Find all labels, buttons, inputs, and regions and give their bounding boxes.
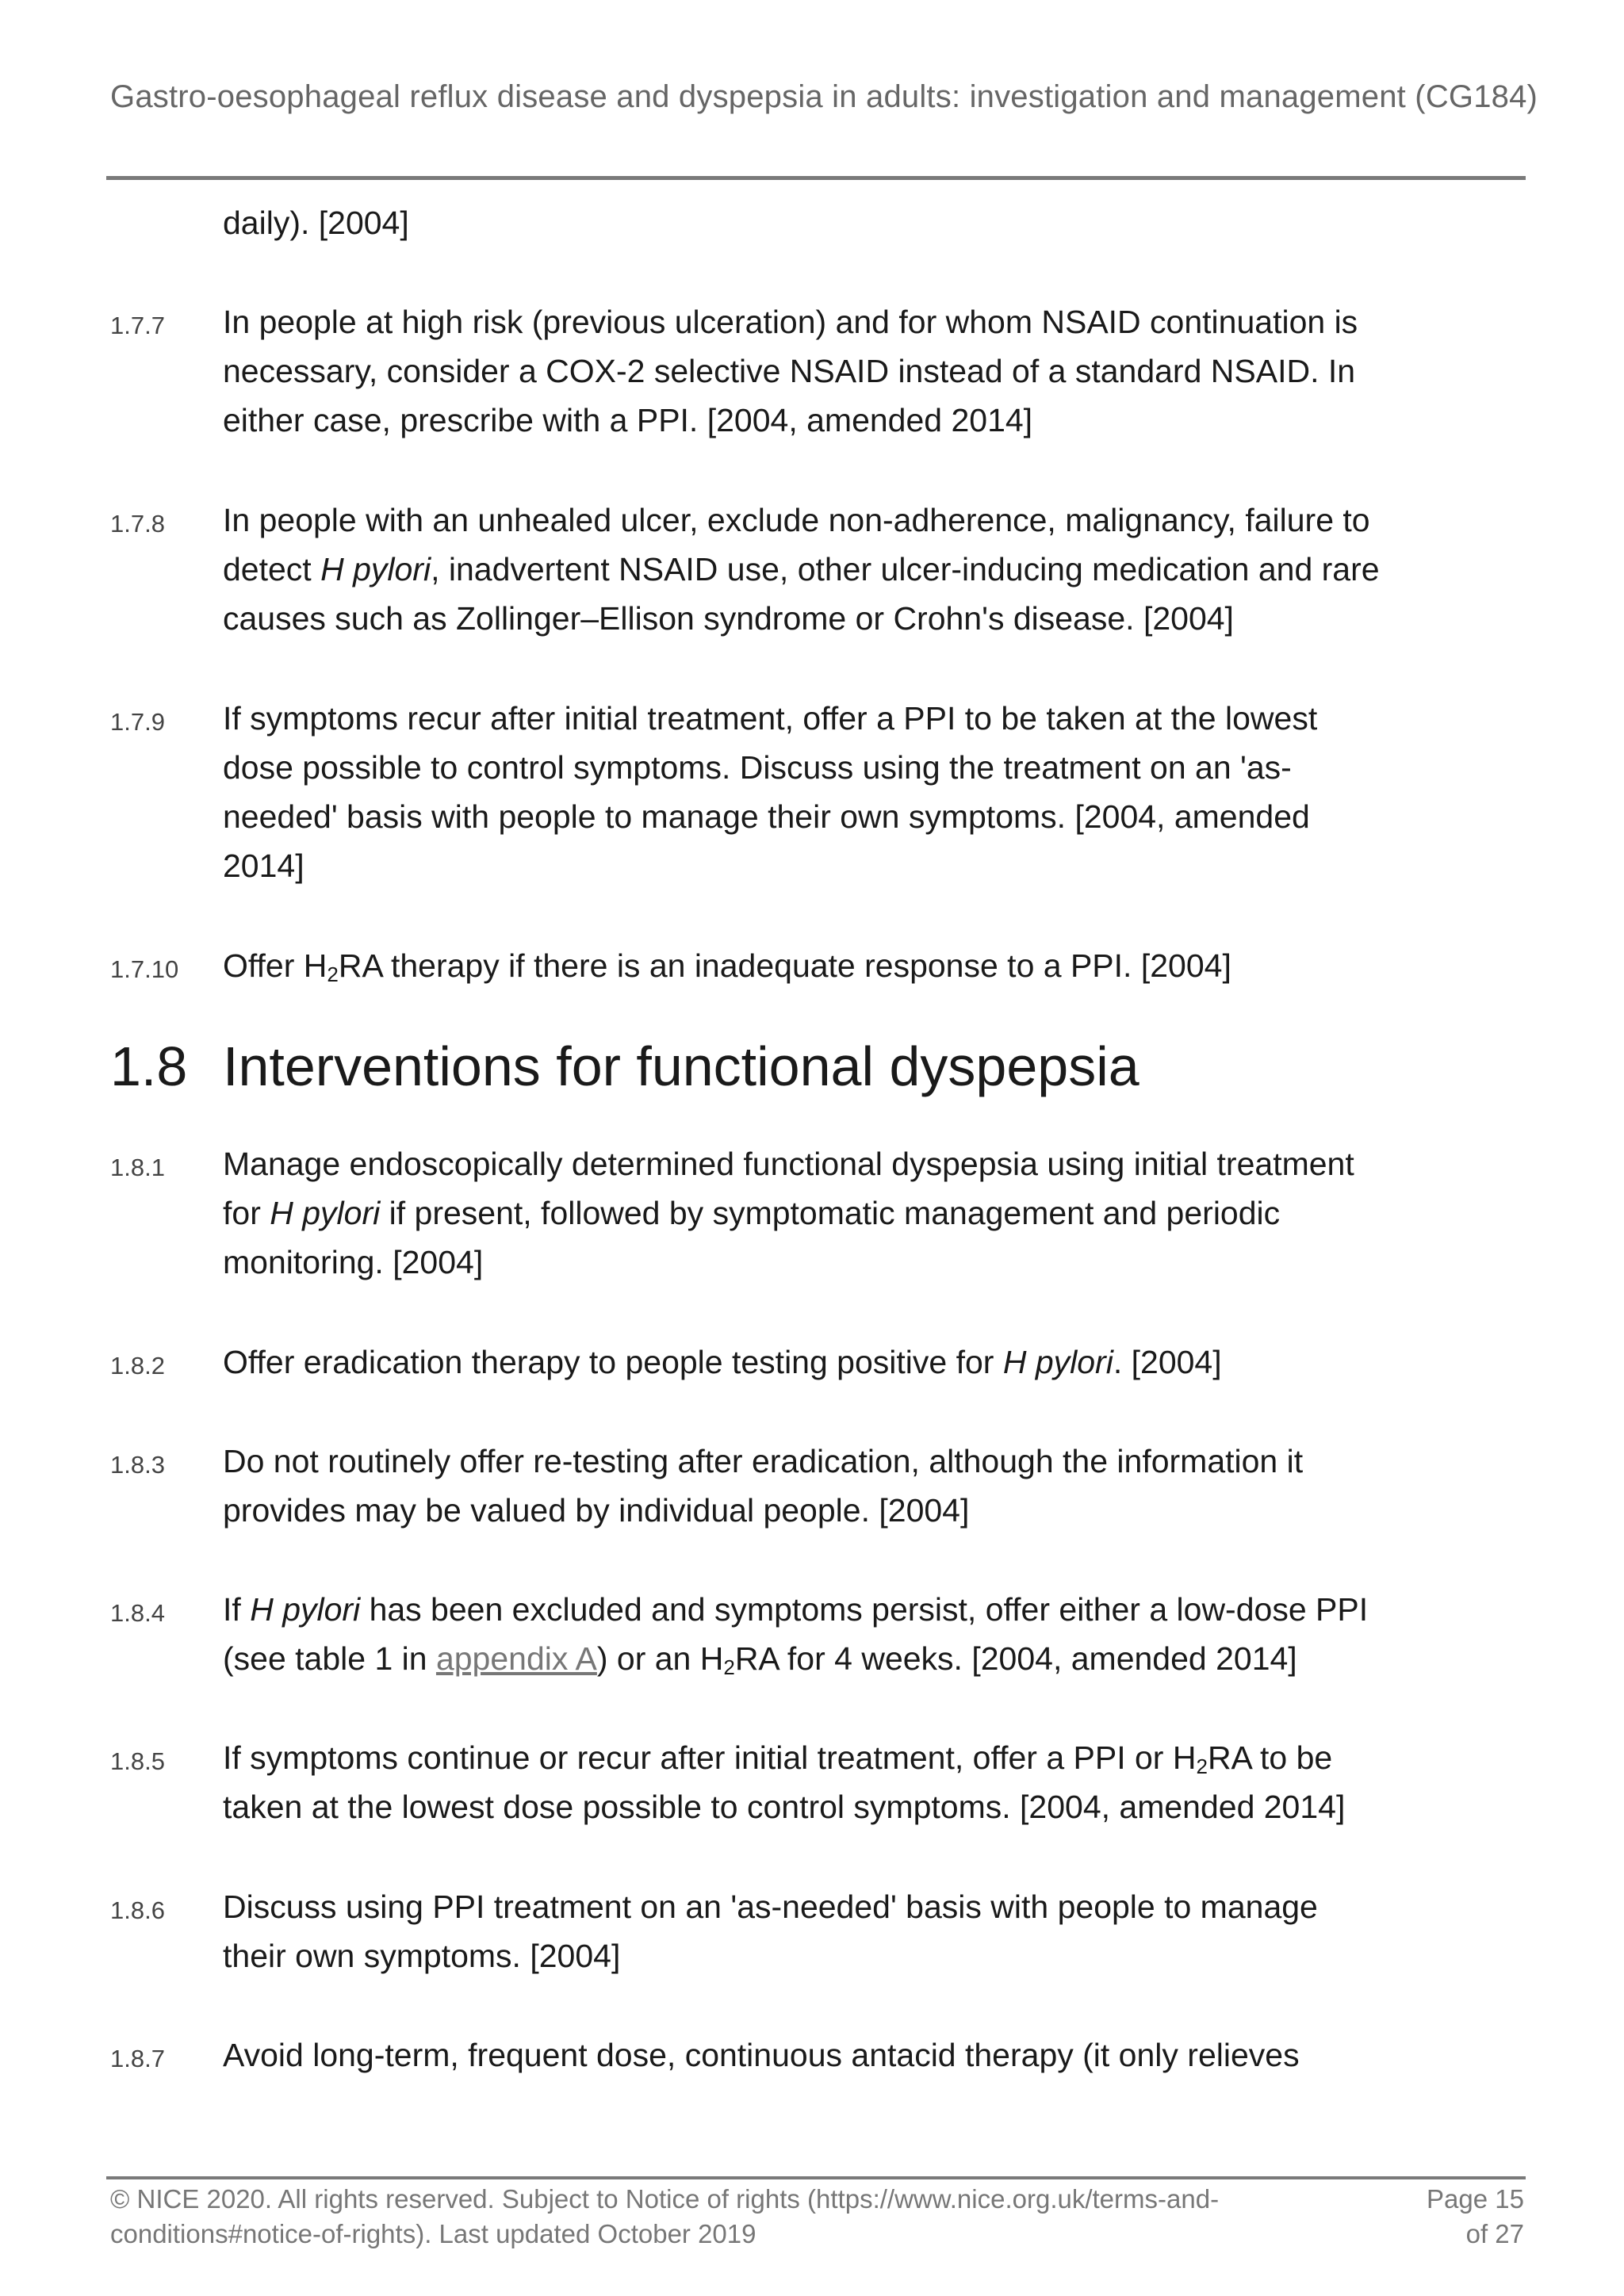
section-number: 1.8 bbox=[110, 1035, 188, 1097]
rec-number: 1.8.1 bbox=[110, 1154, 165, 1181]
rec-body: If symptoms recur after initial treatment, offer a PPI to be taken at the lowest dose possible to control symptoms. Discuss using the treatment on an 'as-needed' basis with people to manage their own symptoms. bbox=[223, 700, 1318, 835]
organism-name: H pylori bbox=[270, 1195, 381, 1231]
rec-body: Avoid long-term, frequent dose, continuous antacid therapy (it only relieves bbox=[223, 2037, 1300, 2073]
page-number bbox=[1427, 2182, 1524, 2252]
rec-body-start: If bbox=[223, 1591, 251, 1628]
rec-body-end: RA for 4 weeks. bbox=[734, 1640, 963, 1677]
rec-text bbox=[223, 694, 1381, 890]
rec-year: [2004] bbox=[1143, 600, 1234, 637]
continuation-text: daily). [2004] bbox=[223, 205, 409, 241]
subscript: 2 bbox=[723, 1655, 735, 1679]
organism-name: H pylori bbox=[320, 551, 431, 587]
rec-text bbox=[223, 1585, 1381, 1683]
rec-number: 1.8.4 bbox=[110, 1599, 165, 1627]
header-divider bbox=[106, 176, 1526, 180]
organism-name: H pylori bbox=[1002, 1344, 1113, 1380]
document-header-title: Gastro-oesophageal reflux disease and dyspepsia in adults: investigation and management (CG184) bbox=[110, 79, 1538, 114]
rec-text bbox=[223, 297, 1381, 445]
page-number-current: Page 15 bbox=[1427, 2184, 1524, 2214]
rec-number: 1.8.2 bbox=[110, 1352, 165, 1380]
rec-body: Do not routinely offer re-testing after eradication, although the information it provides may be valued by individual people. bbox=[223, 1443, 1304, 1529]
organism-name: H pylori bbox=[250, 1591, 361, 1628]
rec-body: In people at high risk (previous ulceration) and for whom NSAID continuation is necessary, consider a COX-2 selective NSAID instead of a standard NSAID. In either case, prescribe with a PPI. bbox=[223, 304, 1358, 438]
rec-number: 1.7.8 bbox=[110, 510, 165, 538]
rec-year: [2004, amended 2014] bbox=[707, 402, 1033, 438]
rec-number: 1.8.3 bbox=[110, 1451, 165, 1479]
rec-year: [2004] bbox=[393, 1244, 484, 1280]
rec-text bbox=[223, 2030, 1381, 2080]
rec-text bbox=[223, 496, 1381, 643]
rec-body-start: Manage endoscopically determined functional dyspepsia using initial treatment for bbox=[223, 1146, 1354, 1231]
rec-year: [2004, amended 2014] bbox=[223, 798, 1310, 884]
footer-copyright: © NICE 2020. All rights reserved. Subject to Notice of rights (https://www.nice.org.uk/terms-and-conditions#notice-of-rights). Last updated October 2019 bbox=[110, 2184, 1220, 2248]
rec-text bbox=[223, 1882, 1381, 1980]
rec-body: Discuss using PPI treatment on an 'as-needed' basis with people to manage their own symptoms. bbox=[223, 1888, 1318, 1974]
rec-body-start: If symptoms continue or recur after initial treatment, offer a PPI or H bbox=[223, 1739, 1197, 1776]
rec-number: 1.8.5 bbox=[110, 1747, 165, 1775]
rec-body-start: Offer H bbox=[223, 947, 327, 984]
rec-text bbox=[223, 1337, 1381, 1387]
subscript: 2 bbox=[1196, 1755, 1208, 1778]
rec-text bbox=[223, 1733, 1381, 1831]
rec-body-end: RA therapy if there is an inadequate response to a PPI. bbox=[338, 947, 1132, 984]
rec-body-start: In people with an unhealed ulcer, exclude non-adherence, malignancy, failure to detect bbox=[223, 502, 1370, 587]
rec-text bbox=[223, 941, 1381, 990]
rec-number: 1.7.7 bbox=[110, 312, 165, 339]
rec-body-end: . bbox=[1113, 1344, 1123, 1380]
rec-year: [2004] bbox=[1131, 1344, 1222, 1380]
rec-year: [2004] bbox=[879, 1492, 970, 1529]
rec-year: [2004, amended 2014] bbox=[971, 1640, 1297, 1677]
rec-year: [2004] bbox=[1140, 947, 1231, 984]
rec-body-end: RA to be taken at the lowest dose possible to control symptoms. bbox=[223, 1739, 1333, 1825]
appendix-a-link[interactable]: appendix A bbox=[435, 1640, 597, 1677]
rec-body-start: Offer eradication therapy to people testing positive for bbox=[223, 1344, 1003, 1380]
rec-text bbox=[223, 1437, 1381, 1535]
rec-number: 1.7.10 bbox=[110, 955, 179, 983]
footer-divider bbox=[106, 2176, 1526, 2179]
rec-body-end: , inadvertent NSAID use, other ulcer-inducing medication and rare causes such as Zollinger–Ellison syndrome or Crohn's disease. bbox=[223, 551, 1380, 637]
rec-number: 1.7.9 bbox=[110, 708, 165, 736]
rec-number: 1.8.6 bbox=[110, 1896, 165, 1924]
rec-body-mid: has been excluded and symptoms persist, offer either a low-dose PPI (see table 1 in bbox=[223, 1591, 1369, 1677]
rec-year: [2004] bbox=[530, 1938, 621, 1974]
rec-number: 1.8.7 bbox=[110, 2045, 165, 2072]
subscript: 2 bbox=[327, 962, 339, 986]
section-title: Interventions for functional dyspepsia bbox=[223, 1035, 1139, 1097]
rec-year: [2004, amended 2014] bbox=[1020, 1789, 1346, 1825]
page-number-total: of 27 bbox=[1465, 2219, 1524, 2248]
rec-text bbox=[223, 1139, 1381, 1287]
rec-body-end: if present, followed by symptomatic management and periodic monitoring. bbox=[223, 1195, 1281, 1280]
rec-body-mid2: ) or an H bbox=[596, 1640, 724, 1677]
